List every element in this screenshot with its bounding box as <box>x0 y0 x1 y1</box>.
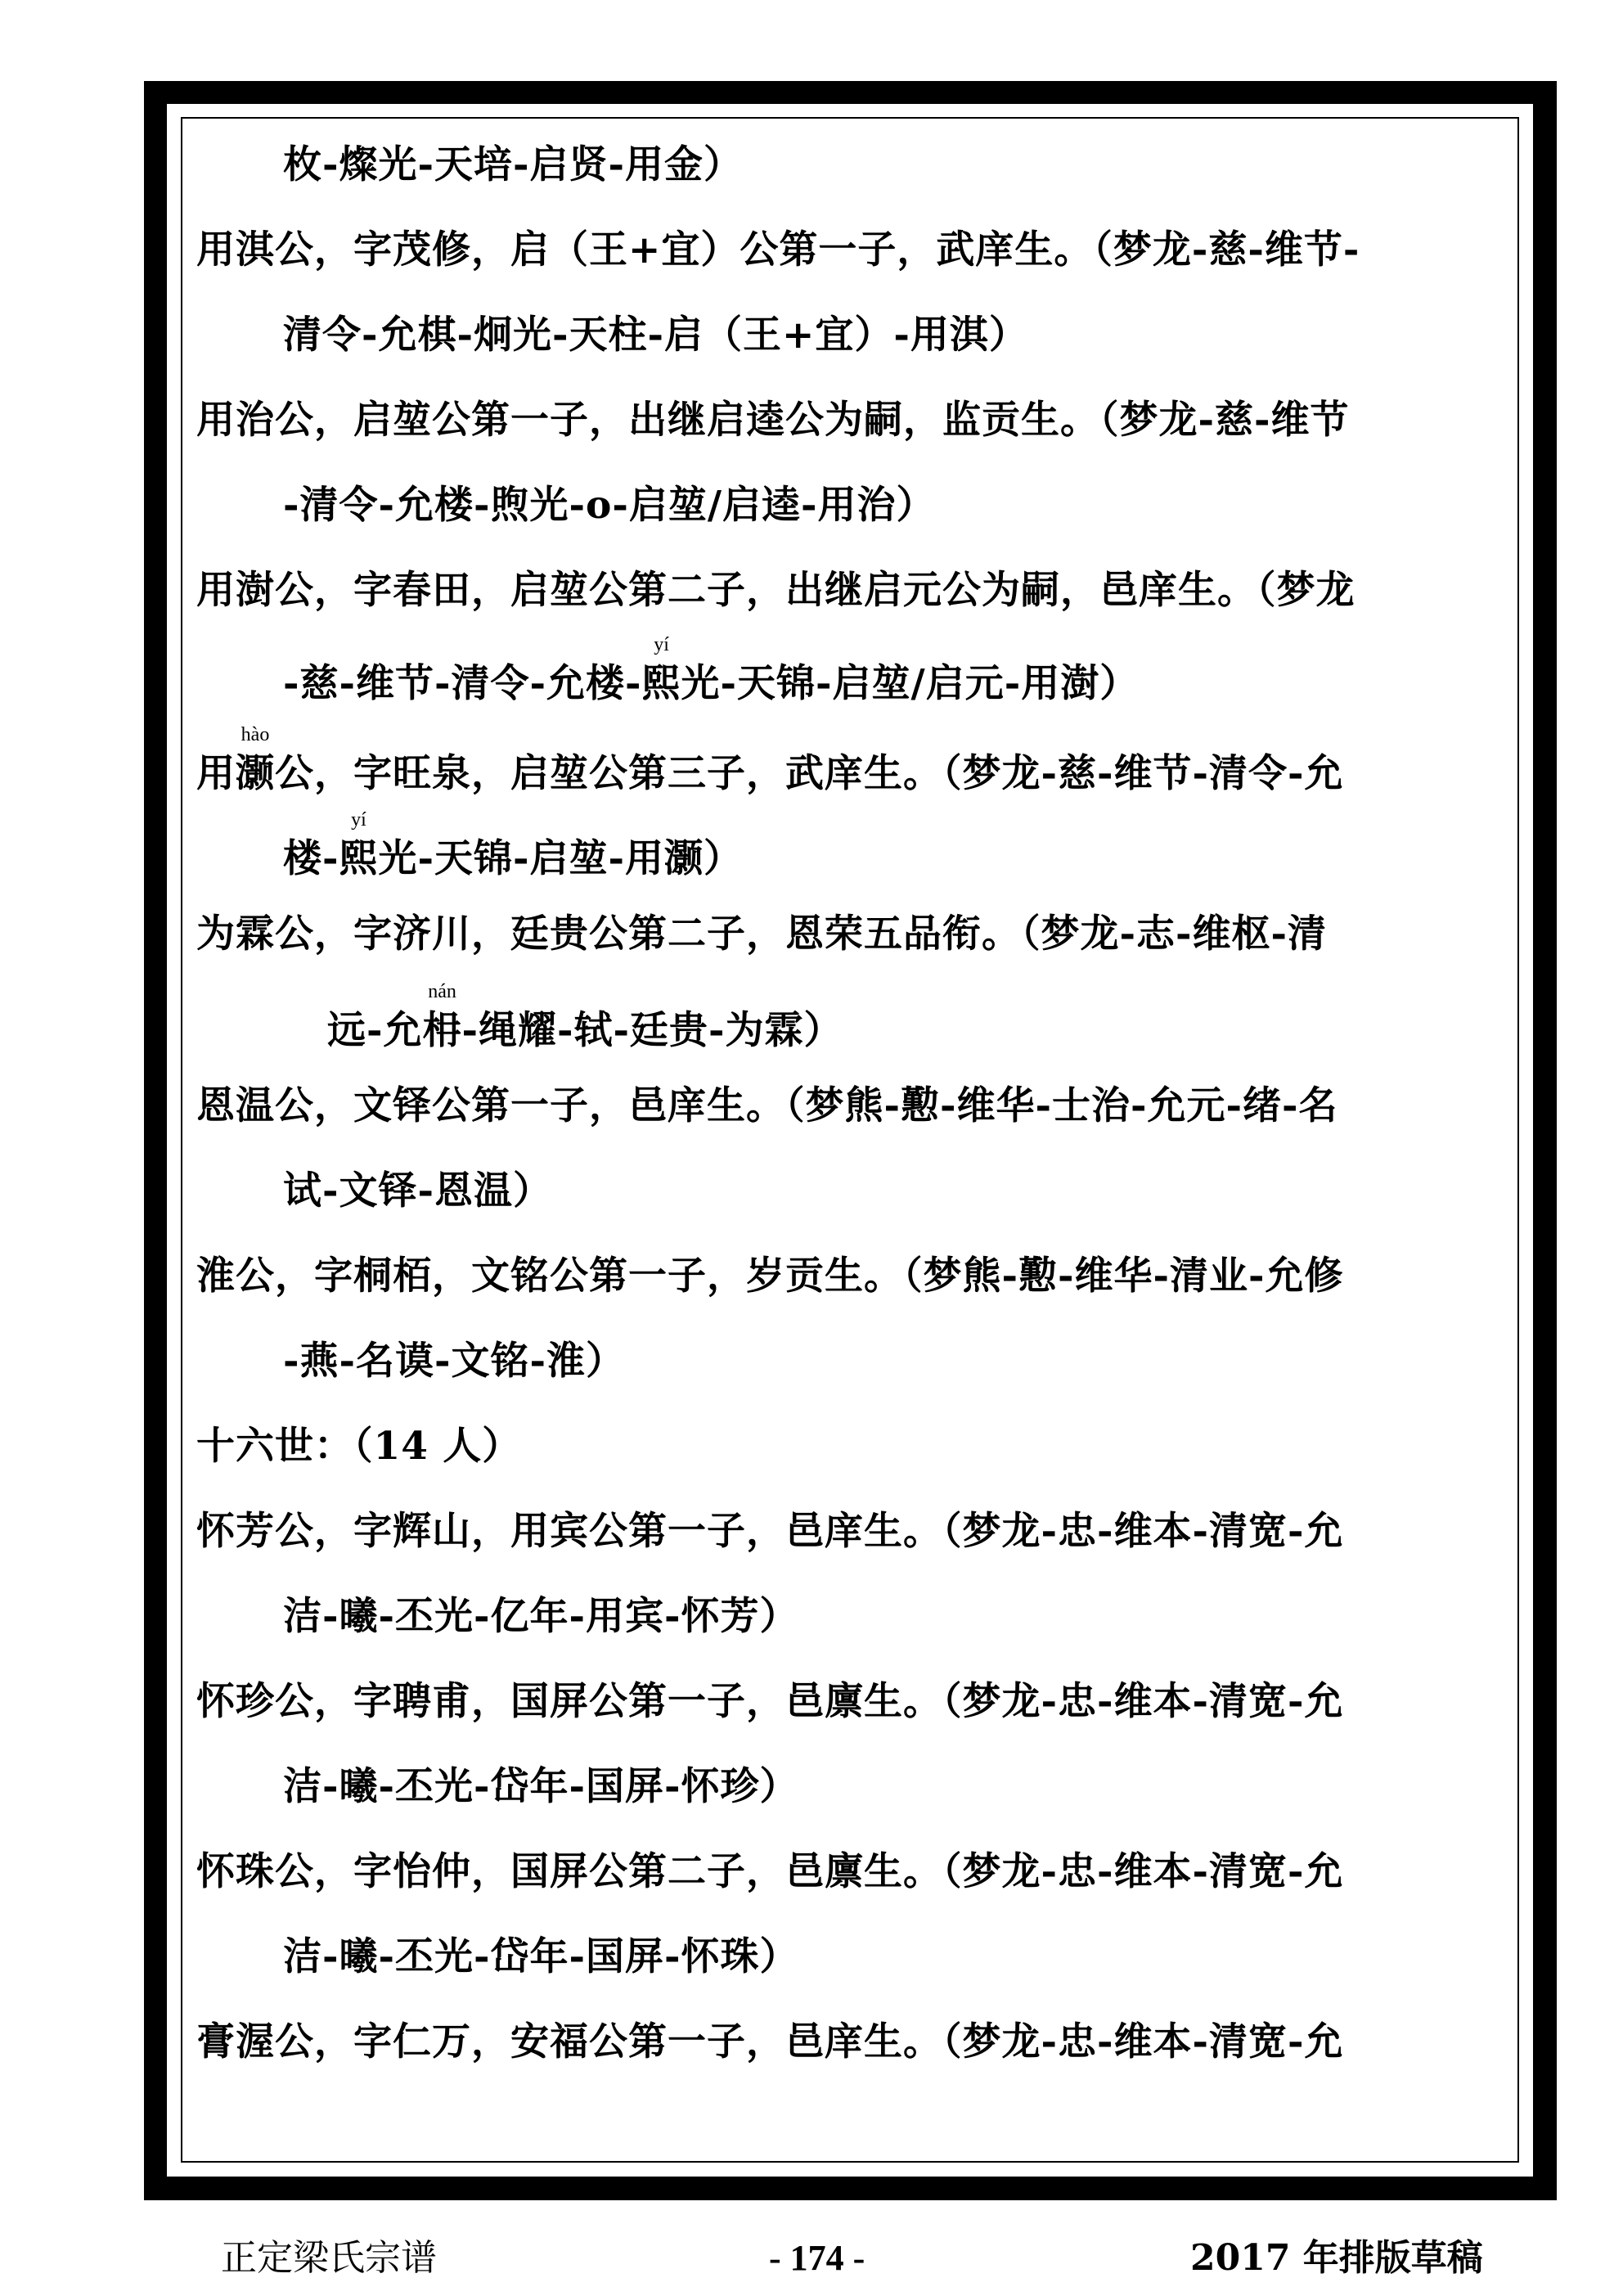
annotated-character: 熙 <box>641 661 681 706</box>
ruby-character <box>236 724 275 799</box>
annotated-character: 熙 <box>339 836 379 881</box>
text-line: 洁-曦-丕光-岱年-国屏-怀珍） <box>283 1764 799 1809</box>
text-segment: 远-允 <box>327 1008 423 1053</box>
text-line: 膏渥公，字仁万，安福公第一子，邑庠生。（梦龙-忠-维本-清宽-允 <box>196 2019 1344 2064</box>
text-line: 枚-燦光-天培-启贤-用金） <box>283 142 744 187</box>
text-segment: 光-天锦-启堃/启元-用澍） <box>681 661 1140 706</box>
pinyin-annotation: yí <box>654 634 669 655</box>
ruby-character <box>641 634 681 709</box>
pinyin-annotation: nán <box>428 981 456 1002</box>
footer-draft-note: 2017 年排版草稿 <box>1190 2237 1483 2279</box>
text-segment: 用 <box>196 751 236 796</box>
text-line: -清令-允楼-煦光-o-启堃/启逵-用治） <box>283 483 936 528</box>
ruby-character <box>339 809 379 884</box>
text-line: 怀珠公，字怡仲，国屏公第二子，邑廪生。（梦龙-忠-维本-清宽-允 <box>196 1849 1344 1894</box>
text-line-with-ruby <box>283 634 1140 709</box>
footer-book-title: 正定梁氏宗谱 <box>221 2237 437 2279</box>
pinyin-annotation: yí <box>351 809 366 831</box>
text-line: 用淇公，字茂修，启（王+宜）公第一子，武庠生。（梦龙-慈-维节- <box>196 227 1360 272</box>
text-line: 洁-曦-丕光-岱年-国屏-怀珠） <box>283 1934 799 1979</box>
text-line: 用澍公，字春田，启堃公第二子，出继启元公为嗣，邑庠生。（梦龙 <box>196 568 1355 613</box>
text-segment: 楼- <box>283 836 339 881</box>
text-line: 试-文铎-恩温） <box>283 1168 553 1213</box>
text-segment: 光-天锦-启堃-用灏） <box>378 836 744 881</box>
text-line: 用治公，启堃公第一子，出继启逵公为嗣，监贡生。（梦龙-慈-维节 <box>196 398 1350 443</box>
text-segment: -绳耀-轼-廷贵-为霖） <box>461 1008 843 1053</box>
pinyin-annotation: hào <box>241 724 270 745</box>
annotated-character: 枏 <box>422 1008 462 1053</box>
page-footer <box>0 2234 1623 2283</box>
text-line: 怀珍公，字聘甫，国屏公第一子，邑廪生。（梦龙-忠-维本-清宽-允 <box>196 1679 1344 1724</box>
text-segment: 公，字旺泉，启堃公第三子，武庠生。（梦龙-慈-维节-清令-允 <box>275 751 1344 796</box>
generation-heading: 十六世：（14 人） <box>196 1424 522 1469</box>
text-line-with-ruby <box>196 724 1344 799</box>
footer-page-number: - 174 - <box>769 2238 865 2278</box>
text-line: 为霖公，字济川，廷贵公第二子，恩荣五品衔。（梦龙-志-维枢-清 <box>196 912 1328 957</box>
text-line-with-ruby <box>283 809 744 884</box>
text-line-with-ruby <box>327 981 843 1056</box>
text-line: 怀芳公，字辉山，用宾公第一子，邑庠生。（梦龙-忠-维本-清宽-允 <box>196 1509 1344 1554</box>
text-line: 洁-曦-丕光-亿年-用宾-怀芳） <box>283 1594 799 1639</box>
text-line: 恩温公，文铎公第一子，邑庠生。（梦熊-懃-维华-士治-允元-绪-名 <box>196 1083 1338 1128</box>
text-segment: -慈-维节-清令-允楼- <box>283 661 642 706</box>
text-line: -燕-名谟-文铭-淮） <box>283 1339 626 1384</box>
text-line: 清令-允棋-炯光-天柱-启（王+宜）-用淇） <box>283 313 1028 358</box>
text-line: 淮公，字桐栢，文铭公第一子，岁贡生。（梦熊-懃-维华-清业-允修 <box>196 1254 1344 1299</box>
annotated-character: 灏 <box>236 751 275 796</box>
ruby-character <box>422 981 462 1056</box>
